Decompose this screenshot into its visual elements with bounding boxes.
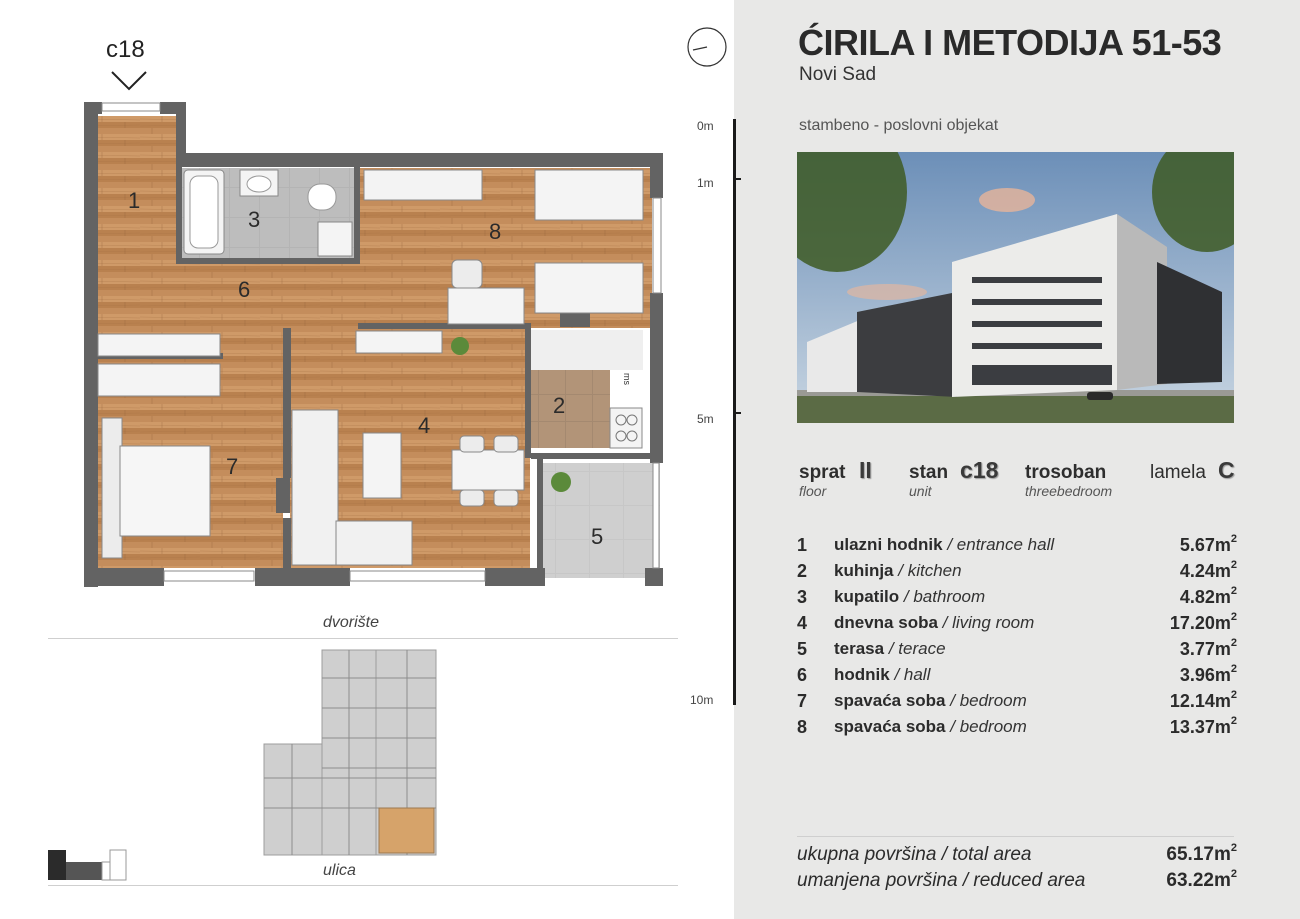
scale-10m: 10m: [690, 693, 714, 707]
room-row: [797, 613, 1237, 639]
room-number: 1: [797, 535, 808, 555]
page-title: ĆIRILA I METODIJA 51-53: [798, 22, 1222, 63]
room-row: [797, 665, 1237, 691]
room-number: 2: [797, 561, 808, 581]
room-name-sr: kuhinja: [834, 561, 894, 580]
area-unit-sup: 2: [1230, 663, 1237, 675]
area-unit-sup: 2: [1230, 868, 1237, 880]
room-name-en: / bathroom: [903, 587, 986, 606]
room-name-en: / hall: [894, 665, 931, 684]
room-name-sr: dnevna soba: [834, 613, 938, 632]
room-name-en: / kitchen: [898, 561, 962, 580]
scale-5m: 5m: [697, 412, 714, 426]
plan-room-label-7: 7: [226, 454, 239, 479]
floor-plan: [80, 98, 670, 593]
plan-room-label-1: 1: [128, 188, 141, 213]
area-unit-sup: 2: [1230, 585, 1237, 597]
kitchen-tag: ms: [622, 373, 632, 385]
reduced-area-value: 63.22m: [1166, 870, 1231, 891]
room-name-sr: spavaća soba: [834, 691, 946, 710]
room-name-sr: ulazni hodnik: [834, 535, 943, 554]
floor-sub: floor: [799, 483, 827, 499]
room-name-en: / bedroom: [950, 717, 1027, 736]
plan-room-label-3: 3: [248, 207, 261, 232]
room-number: 5: [797, 639, 808, 659]
compass-north-icon: [686, 26, 728, 68]
area-unit-sup: 2: [1230, 611, 1237, 623]
area-unit-sup: 2: [1230, 842, 1237, 854]
room-name-sr: terasa: [834, 639, 885, 658]
area-unit-sup: 2: [1230, 715, 1237, 727]
room-area: 12.14m: [1169, 691, 1231, 711]
scale-0m: 0m: [697, 119, 714, 133]
scale-tick-5m: [736, 412, 741, 414]
floor-word: sprat: [799, 462, 846, 483]
info-panel: [734, 0, 1300, 919]
room-number: 4: [797, 613, 808, 633]
room-name-en: / living room: [942, 613, 1035, 632]
divider-line-bottom: [48, 885, 678, 886]
room-row: [797, 535, 1237, 561]
room-name-sr: kupatilo: [834, 587, 900, 606]
lamela-word: lamela: [1150, 462, 1206, 483]
type-sub: threebedroom: [1025, 483, 1113, 499]
divider-line-top: [48, 638, 678, 639]
area-unit-sup: 2: [1230, 559, 1237, 571]
room-row: [797, 639, 1237, 665]
city-label: Novi Sad: [799, 64, 877, 85]
room-row: [797, 691, 1237, 717]
room-area: 17.20m: [1169, 613, 1231, 633]
room-area: 5.67m: [1179, 535, 1231, 555]
unit-value: c18: [960, 457, 999, 483]
total-area-label: ukupna površina / total area: [797, 844, 1032, 865]
total-area-value: 65.17m: [1166, 844, 1231, 865]
room-area: 4.24m: [1179, 561, 1231, 581]
plan-room-label-2: 2: [553, 393, 566, 418]
type-word: trosoban: [1025, 462, 1107, 483]
room-area: 3.96m: [1179, 665, 1231, 685]
room-row: [797, 717, 1237, 743]
building-render-image: [797, 152, 1234, 423]
room-name-en: / entrance hall: [947, 535, 1055, 554]
plan-room-label-4: 4: [418, 413, 431, 438]
area-unit-sup: 2: [1230, 689, 1237, 701]
unit-word: stan: [909, 462, 949, 483]
room-area: 3.77m: [1179, 639, 1231, 659]
street-label: ulica: [323, 862, 356, 879]
room-number: 8: [797, 717, 808, 737]
lamela-value: C: [1218, 457, 1235, 483]
room-number: 6: [797, 665, 808, 685]
total-area-row: [797, 844, 1237, 870]
plan-room-label-6: 6: [238, 277, 251, 302]
courtyard-label: dvorište: [323, 614, 380, 631]
room-row: [797, 561, 1237, 587]
reduced-area-row: [797, 870, 1237, 896]
room-name-sr: spavaća soba: [834, 717, 946, 736]
building-orientation-glyph: [48, 848, 128, 882]
area-unit-sup: 2: [1230, 533, 1237, 545]
room-name-en: / terace: [888, 639, 946, 658]
room-name-en: / bedroom: [950, 691, 1027, 710]
room-area: 4.82m: [1179, 587, 1231, 607]
scale-1m: 1m: [697, 176, 714, 190]
room-number: 7: [797, 691, 808, 711]
room-number: 3: [797, 587, 808, 607]
area-unit-sup: 2: [1230, 637, 1237, 649]
floor-value: II: [859, 457, 872, 483]
unit-sub: unit: [909, 483, 932, 499]
totals-divider: [797, 836, 1234, 837]
reduced-area-label: umanjena površina / reduced area: [797, 870, 1086, 891]
scale-tick-1m: [736, 178, 741, 180]
room-area: 13.37m: [1169, 717, 1231, 737]
plan-room-label-8: 8: [489, 219, 502, 244]
room-row: [797, 587, 1237, 613]
plan-room-label-5: 5: [591, 524, 604, 549]
building-key-plan: [262, 648, 438, 858]
entrance-chevron-icon: [110, 70, 148, 92]
room-name-sr: hodnik: [834, 665, 890, 684]
unit-marker-label: c18: [106, 36, 145, 63]
object-type-label: stambeno - poslovni objekat: [799, 117, 999, 134]
